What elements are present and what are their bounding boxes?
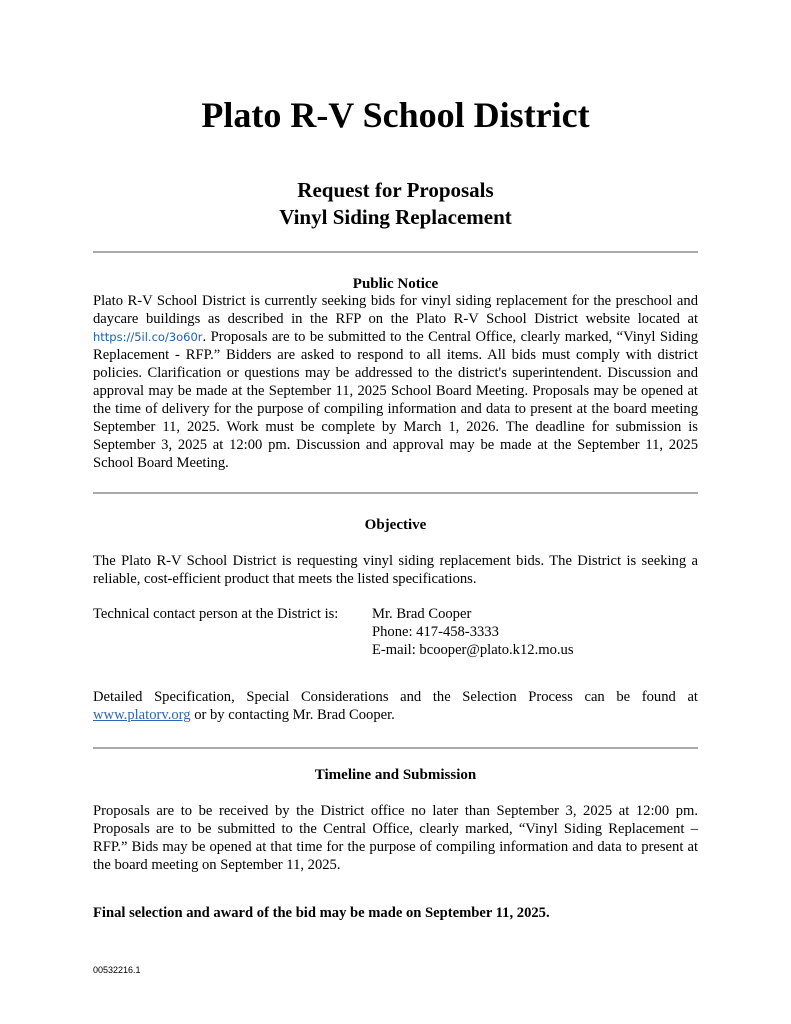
objective-heading: Objective <box>364 517 427 533</box>
rfp-subtitle: Request for Proposals <box>297 178 494 202</box>
objective-text: The Plato R-V School District is requesting vinyl siding replacement bids. The District is seeking a reliable, cost-efficient product that meets the listed specifications. <box>93 553 698 587</box>
contact-name: Mr. Brad Cooper <box>372 606 472 622</box>
details-text-part1: Detailed Specification, Special Considerations and the Selection Process can be found at <box>93 689 698 705</box>
contact-details <box>372 605 574 659</box>
page-title: Plato R-V School District <box>201 95 590 135</box>
public-notice-text <box>93 292 698 472</box>
project-subtitle: Vinyl Siding Replacement <box>279 205 512 229</box>
details-text <box>93 688 698 724</box>
public-notice-text-part1: Plato R-V School District is currently seeking bids for vinyl siding replacement for the preschool and daycare buildings as described in the RFP on the Plato R-V School District website located at <box>93 293 698 327</box>
website-link[interactable]: www.platorv.org <box>93 707 191 723</box>
document-number: 00532216.1 <box>93 965 141 975</box>
contact-email: E-mail: bcooper@plato.k12.mo.us <box>372 642 574 658</box>
final-selection-note: Final selection and award of the bid may be made on September 11, 2025. <box>93 905 550 921</box>
timeline-text: Proposals are to be received by the District office no later than September 3, 2025 at 12:00 pm. Proposals are to be submitted to the Central Office, clearly marked, “Vinyl Siding Replacement – RFP.” Bids may be opened at that time for the purpose of compiling information and data to present at the board meeting on September 11, 2025. <box>93 803 698 873</box>
contact-label: Technical contact person at the District is: <box>93 606 339 622</box>
rfp-link[interactable]: https://5il.co/3o60r <box>93 330 203 344</box>
section-divider <box>93 492 698 494</box>
section-divider <box>93 747 698 749</box>
public-notice-text-part2: . Proposals are to be submitted to the Central Office, clearly marked, “Vinyl Siding Replacement - RFP.” Bidders are asked to respond to all items. All bids must comply with district policies. Clarification or questions may be addressed to the district's superintendent. Discussion and approval may be made at the September 11, 2025 School Board Meeting. Proposals may be opened at the time of delivery for the purpose of compiling information and data to present at the board meeting September 11, 2025. Work must be complete by March 1, 2026. The deadline for submission is September 3, 2025 at 12:00 pm. Discussion and approval may be made at the September 11, 2025 School Board Meeting. <box>93 329 698 471</box>
public-notice-heading: Public Notice <box>352 276 439 292</box>
timeline-heading: Timeline and Submission <box>314 767 477 783</box>
details-text-part2: or by contacting Mr. Brad Cooper. <box>190 707 395 723</box>
contact-phone: Phone: 417-458-3333 <box>372 624 499 640</box>
section-divider <box>93 251 698 253</box>
